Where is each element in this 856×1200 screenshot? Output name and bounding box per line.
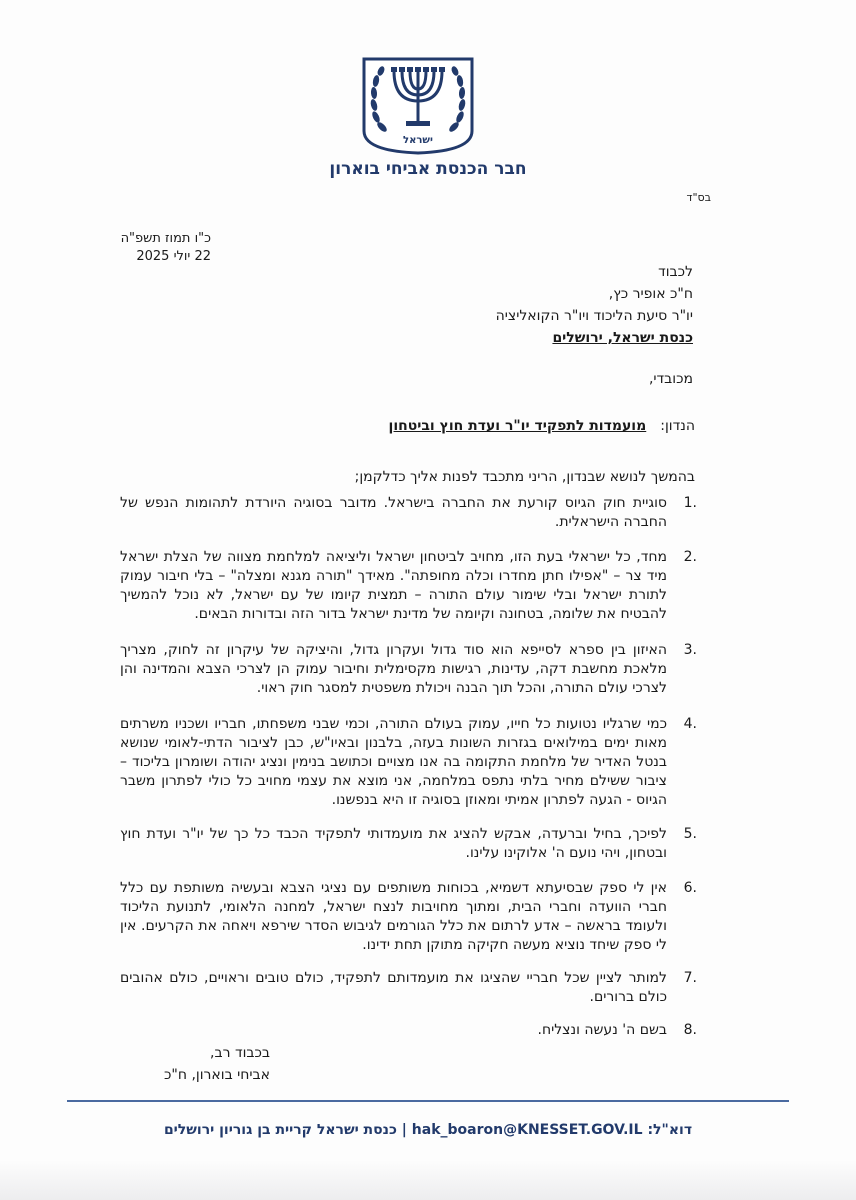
list-item-text: אין לי ספק שבסיעתא דשמיא, בכוחות משותפים עם נציגי הצבא ובעשיה משותפת עם כלל חברי הוועדה וחברי הבית, ומתוך מחויבות לנצח ישראל, למחנה הלאומי, לתנועת הליכוד ולעומד בראשה – אדע לרתום את כלל הגורמים לגיבוש הסדר שירפא ויאחה את הקרעים. אין לי ספק שיחד נוציא מעשה חקיקה מתוקן תחת ידינו. (120, 880, 667, 953)
list-item-number: .7 (683, 970, 697, 986)
footer-divider (67, 1100, 789, 1102)
list-item (120, 1021, 697, 1040)
list-item-number: .8 (683, 1022, 697, 1038)
list-item (120, 548, 697, 624)
mk-title: חבר הכנסת אביחי בוארון (329, 159, 527, 179)
list-item (120, 825, 697, 863)
footer-separator: | (401, 1122, 407, 1138)
list-item-number: .1 (683, 495, 697, 511)
subject-label: הנדון: (660, 418, 695, 434)
bsd-mark: בס"ד (686, 191, 711, 204)
list-item-number: .3 (683, 642, 697, 658)
closing-line-1: בכבוד רב, (210, 1045, 270, 1061)
list-item (120, 715, 697, 810)
address-line-2: ח"כ אופיר כץ, (608, 286, 693, 302)
list-item-number: .6 (683, 880, 697, 896)
list-item (120, 641, 697, 698)
footer-email-link[interactable]: hak_boaron@KNESSET.GOV.IL (411, 1122, 643, 1138)
list-item (120, 879, 697, 955)
address-line-3: יו"ר סיעת הליכוד ויו"ר הקואליציה (495, 308, 693, 324)
intro-text: בהמשך לנושא שבנדון, הריני מתכבד לפנות אליך כדלקמן; (354, 469, 695, 485)
list-item-text: בשם ה' נעשה ונצליח. (537, 1022, 667, 1038)
footer (0, 1122, 856, 1138)
signature-block (150, 1042, 270, 1086)
list-item-text: לפיכך, בחיל וברעדה, אבקש להציג את מועמדותי לתפקיד הכבד כל כך של יו"ר ועדת חוץ ובטחון, ויהי נועם ה' אלוקינו עלינו. (120, 826, 667, 861)
list-item-text: למותר לציין שכל חבריי שהציגו את מועמדותם לתפקיד, כולם טובים וראויים, כולם אהובים כולם ברורים. (120, 970, 667, 1005)
footer-email-label: דוא"ל: (647, 1122, 693, 1138)
emblem-label: ישראל (403, 135, 433, 146)
state-emblem-icon (362, 57, 474, 155)
closing-line-2: אביחי בוארון, ח"כ (164, 1067, 270, 1083)
list-item-text: האיזון בין ספרא לסייפא הוא סוד גדול ועקרון גדול, והיציקה של עיקרון זה לחוק, מצריך מלאכת מחשבת דקה, עדינות, רגישות מקסימלית וחיבור עמוק הן לצרכי הצבא והמדינה והן לצרכי עולם התורה, והכל תוך הבנה ויכולת משפטית למסגר חוק ראוי. (120, 642, 667, 696)
hebrew-date: כ"ו תמוז תשפ"ה (120, 231, 211, 246)
list-item (120, 969, 697, 1007)
address-line-4: כנסת ישראל, ירושלים (552, 330, 693, 346)
footer-address: כנסת ישראל קריית בן גוריון ירושלים (163, 1122, 397, 1138)
list-item-text: סוגיית חוק הגיוס קורעת את החברה בישראל. מדובר בסוגיה היורדת לתהומות הנפש של החברה הישראלית. (120, 495, 667, 530)
list-item (120, 494, 697, 532)
address-line-1: לכבוד (658, 264, 693, 280)
list-item-number: .2 (683, 549, 697, 565)
gregorian-date: 22 יולי 2025 (136, 249, 211, 264)
subject-text: מועמדות לתפקיד יו"ר ועדת חוץ וביטחון (388, 418, 647, 434)
subject-line (388, 418, 695, 434)
list-item-number: .5 (683, 826, 697, 842)
list-item-text: כמי שרגליו נטועות כל חייו, עמוק בעולם התורה, וכמי שבני משפחתו, חבריו ושכניו משרתים מאות ימים במילואים בגזרות השונות בעזה, בלבנון ובאיו"ש, כבן לציבור הדתי-לאומי שנושא בנטל האדיר של מלחמת התקומה בה אנו מצויים וכתושב בנימין ונציג יהודה ושומרון בליכוד – ציבור ששילם מחיר בלתי נתפס במלחמה, אני מוצא את עצמי מחויב כל כולי לפתרון משבר הגיוס - הגעה לפתרון אמיתי ומאוזן בסוגיה זו היא בנפשנו. (120, 716, 667, 808)
list-item-number: .4 (683, 716, 697, 732)
page-edge-shadow (0, 1160, 856, 1200)
numbered-list (120, 494, 697, 1052)
greeting: מכובדי, (648, 371, 693, 387)
list-item-text: מחד, כל ישראלי בעת הזו, מחויב לביטחון ישראל וליציאה למלחמת מצווה של הצלת ישראל מיד צר – "אפילו חתן מחדרו וכלה מחופתה". מאידך "תורה מגנא ומצלה" – בלי חיבור עמוק לתורת ישראל ובלי שימור עולם התורה – תמצית קיומו של עם ישראל, לא נוכל להמשיך להבטיח את שלומה, בטחונה וקיומה של מדינת ישראל בדור הזה ובדורות הבאים. (120, 549, 667, 622)
